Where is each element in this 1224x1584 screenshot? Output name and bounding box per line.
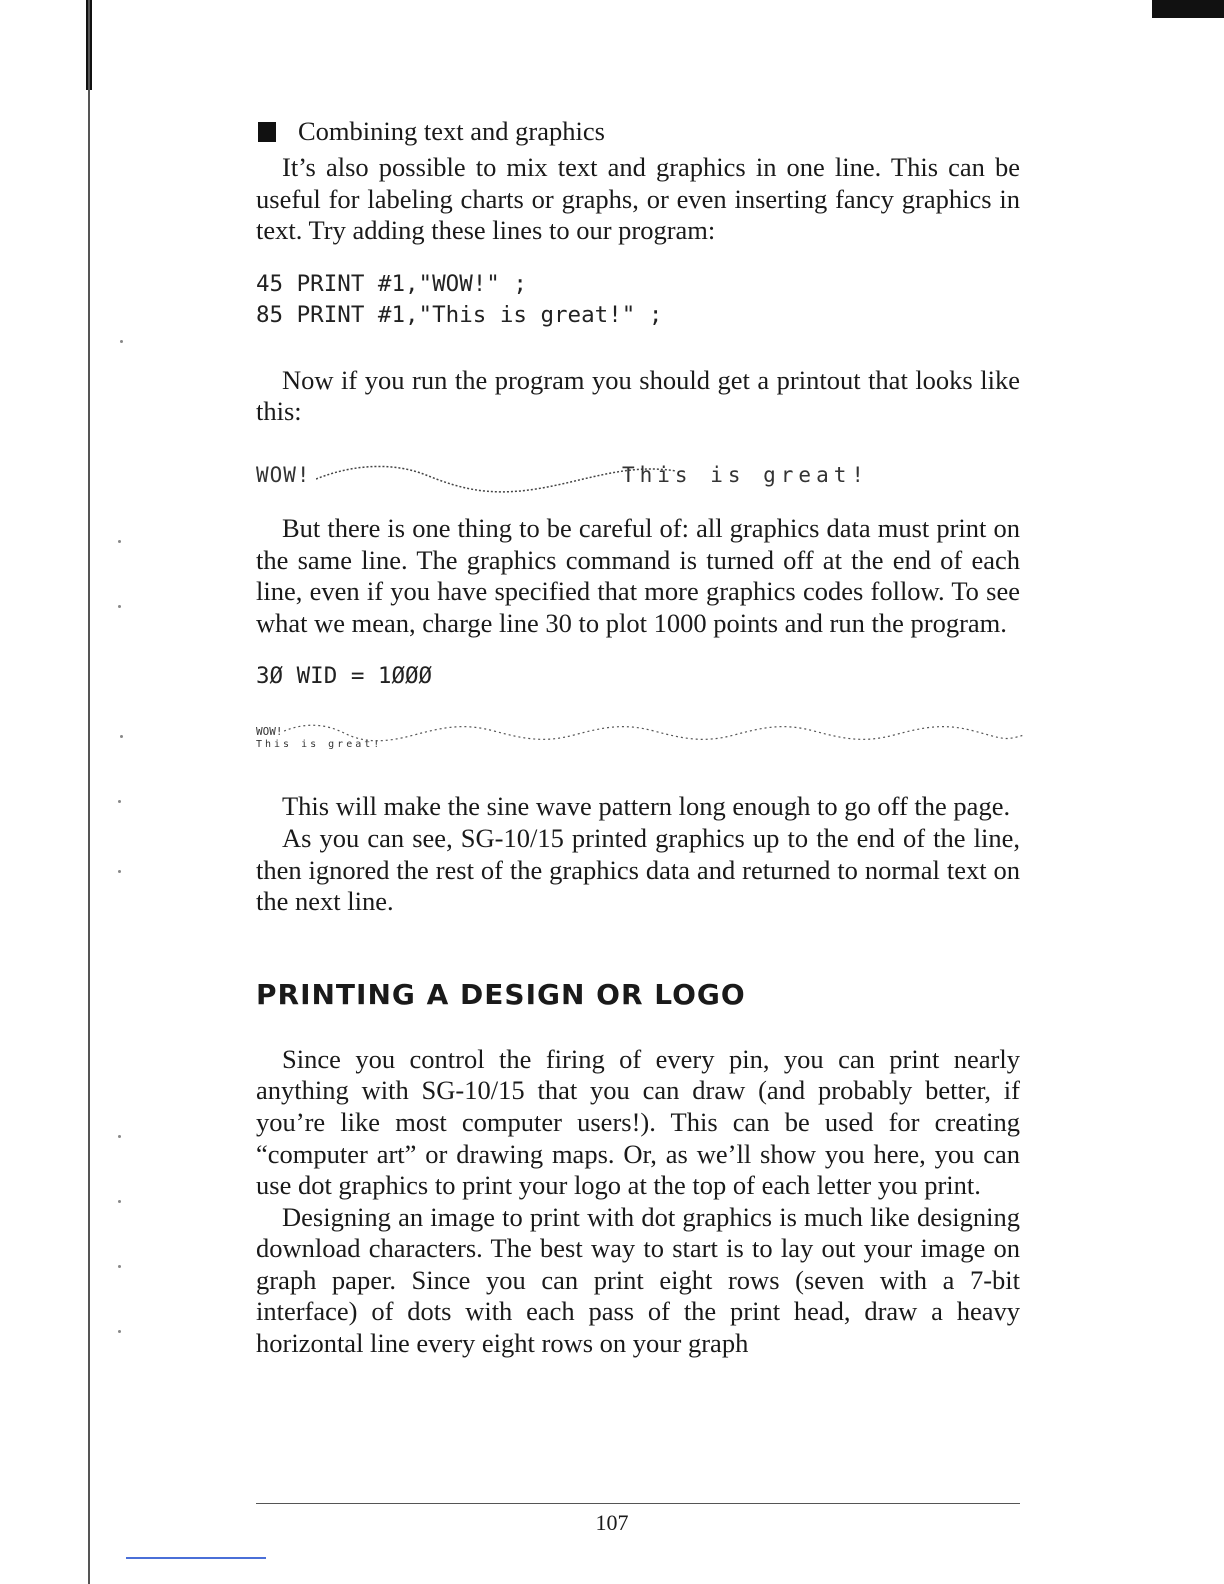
scan-speck — [120, 340, 123, 343]
paragraph: Since you control the firing of every pin, you can print nearly anything with SG-10/15 that you can draw (and probably better, if you’re like most computer users!). This can be used for creating “computer art” or drawing maps. Or, as we’ll show you here, you can use dot graphics to print your logo at the top of each letter you print. — [256, 1043, 1020, 1201]
bullet-square-icon — [258, 122, 276, 142]
paragraph: But there is one thing to be careful of: all graphics data must print on the same line. The graphics command is turned off at the end of each line, even if you have specified that more graphics codes follow. To see what we mean, charge line 30 to plot 1000 points and run the program. — [256, 512, 1020, 638]
page-content — [256, 112, 1020, 1360]
printout-text-left: WOW! — [256, 462, 311, 487]
printout-text-line1: WOW! — [256, 725, 283, 739]
subsection-heading — [256, 112, 1020, 152]
code-line: 3Ø WID = 1ØØØ — [256, 663, 433, 690]
paragraph: Now if you run the program you should get a printout that looks like this: — [256, 364, 1020, 427]
scan-speck — [118, 540, 121, 543]
scan-speck — [118, 1265, 121, 1268]
page-number: 107 — [595, 1510, 629, 1535]
scan-speck — [120, 735, 123, 738]
code-line: 45 PRINT #1,"WOW!" ; — [256, 270, 527, 297]
scan-speck — [118, 800, 121, 803]
paragraph: It’s also possible to mix text and graphics in one line. This can be useful for labeling charts or graphs, or even inserting fancy graphics in text. Try adding these lines to our program: — [256, 152, 1020, 246]
scan-speck — [118, 605, 121, 608]
scan-speck — [118, 1330, 121, 1333]
scan-corner-mark — [1152, 0, 1224, 18]
code-line: 85 PRINT #1,"This is great!" ; — [256, 301, 663, 328]
paragraph: Designing an image to print with dot graphics is much like designing download characters. The best way to start is to lay out your image on graph paper. Since you can print eight rows (seven with a 7-bit interface) of dots with each pass of the print head, draw a heavy horizontal line every eight rows on your graph — [256, 1201, 1020, 1359]
printout-text-line2: This is great! — [256, 739, 383, 751]
paragraph: This will make the sine wave pattern long enough to go off the page. — [282, 791, 1011, 822]
subsection-heading-text: Combining text and graphics — [298, 116, 605, 147]
scan-speck — [118, 1135, 121, 1138]
section-title: PRINTING A DESIGN OR LOGO — [256, 977, 746, 1011]
scan-margin-rule — [88, 0, 90, 1584]
printout-sample-2 — [256, 717, 1020, 791]
printout-text-right: This is great! — [622, 462, 870, 487]
footer-rule — [256, 1503, 1020, 1504]
printout-sample-1 — [256, 447, 1020, 511]
long-sine-wave-graphic — [284, 721, 1024, 751]
paragraph: As you can see, SG-10/15 printed graphics up to the end of the line, then ignored the rest of the graphics data and returned to normal text on the next line. — [256, 822, 1020, 917]
scan-speck — [118, 870, 121, 873]
scan-underline — [126, 1557, 266, 1559]
scan-speck — [118, 1200, 121, 1203]
